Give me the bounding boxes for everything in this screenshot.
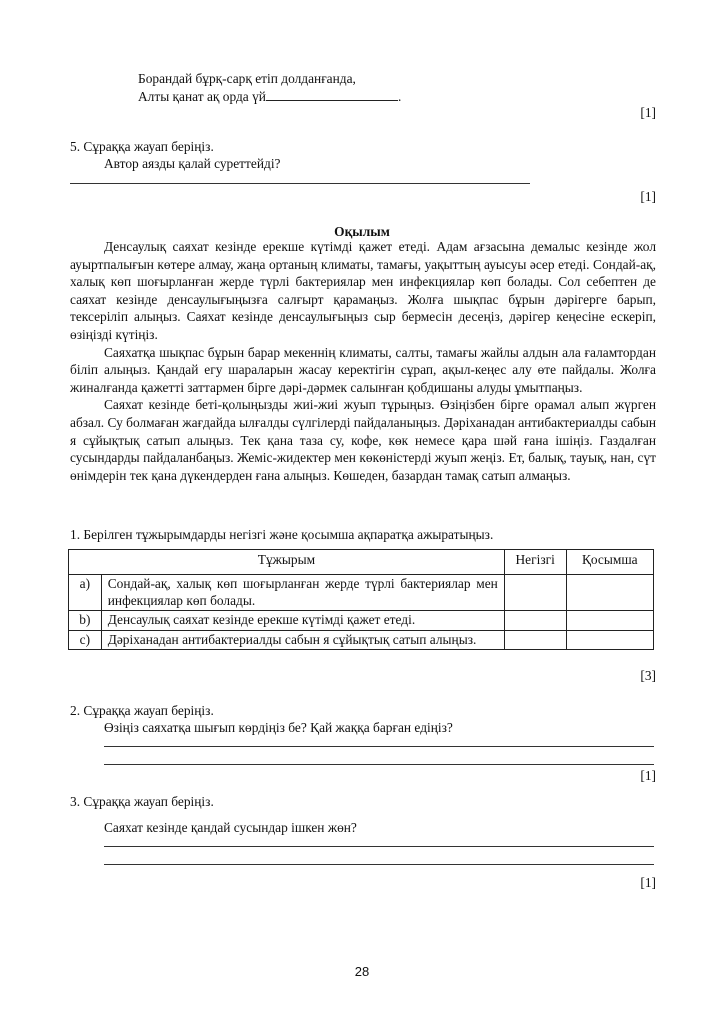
poem-line-2-end: . <box>397 89 402 104</box>
task1-mark: [3] <box>640 668 656 683</box>
q5-question: Автор аязды қалай суреттейді? <box>104 156 281 171</box>
classification-table <box>68 549 654 650</box>
reading-paragraph-3: Саяхат кезінде беті-қолыңызды жиі-жиі жуып тұрыңыз. Өзіңізбен бірге орамал алып жүрген абзал. Су болмаған жағдайда ылғалды сүлгілерді пайдаланыңыз. Дәріханадан антибактериалды сабын я сұйықтық сатып алыңыз. Тек қана таза су, кофе, көк немесе қара шәй ғана ішіңіз. Газдалған сусындарды пайдаланбаңыз. Жеміс-жидектер мен көкөністерді жуып жеңіз. Ет, балық, тауық, нан, сүт өнімдерін тек қана дүкендерден ғана алыңыз. Көшеден, базардан тамақ сатып алмаңыз. <box>70 397 656 483</box>
row-statement: Дәріханадан антибактериалды сабын я сұйықтық сатып алыңыз. <box>101 630 504 650</box>
main-answer-cell[interactable] <box>504 630 566 650</box>
task2-question: Өзіңіз саяхатқа шығып көрдіңіз бе? Қай жаққа барған едіңіз? <box>104 720 453 735</box>
task2-answer-line-1[interactable] <box>104 746 654 747</box>
header-main: Негізгі <box>504 550 566 575</box>
task3-answer-line-2[interactable] <box>104 864 654 865</box>
reading-title: Оқылым <box>334 224 390 239</box>
table-row <box>69 630 654 650</box>
additional-answer-cell[interactable] <box>566 611 653 631</box>
header-statement: Тұжырым <box>69 550 505 575</box>
task1-label: 1. Берілген тұжырымдарды негізгі және қосымша ақпаратқа ажыратыңыз. <box>70 527 494 542</box>
task3-question: Саяхат кезінде қандай сусындар ішкен жөн? <box>104 820 357 835</box>
page-number: 28 <box>354 964 370 979</box>
poem-line-1: Борандай бұрқ-сарқ етіп долданғанда, <box>138 71 356 86</box>
additional-answer-cell[interactable] <box>566 575 653 611</box>
task2-answer-line-2[interactable] <box>104 764 654 765</box>
additional-answer-cell[interactable] <box>566 630 653 650</box>
table-row <box>69 575 654 611</box>
task3-label: 3. Сұраққа жауап беріңіз. <box>70 794 214 809</box>
main-answer-cell[interactable] <box>504 575 566 611</box>
table-row <box>69 611 654 631</box>
task2-label: 2. Сұраққа жауап беріңіз. <box>70 703 214 718</box>
task2-mark: [1] <box>640 768 656 783</box>
main-answer-cell[interactable] <box>504 611 566 631</box>
poem-line-2-text: Алты қанат ақ орда үй <box>138 89 266 104</box>
reading-paragraph-2: Саяхатқа шықпас бұрын барар мекеннің климаты, салты, тамағы жайлы алдын ала ғаламтордан біліп алыңыз. Қандай егу шараларын жасау керектігін сұрап, ақыл-кеңес алу өте пайдалы. Жолға жиналғанда қажетті заттармен бірге дәрі-дәрмек салынған қобдишаны алуды ұмытпаңыз. <box>70 344 656 395</box>
row-statement: Денсаулық саяхат кезінде ерекше күтімді қажет етеді. <box>101 611 504 631</box>
row-letter: b) <box>69 611 102 631</box>
q5-mark: [1] <box>640 189 656 204</box>
poem-fill-blank[interactable] <box>266 88 398 101</box>
row-letter: c) <box>69 630 102 650</box>
poem-line-2 <box>138 88 401 105</box>
table-header-row <box>69 550 654 575</box>
reading-paragraph-1: Денсаулық саяхат кезінде ерекше күтімді қажет етеді. Адам ағзасына демалыс кезінде жол ауыртпалығын көтере алмау, жаңа ортаның климаты, тамағы, уақыттың ауысуы әсер етеді. Сондай-ақ, халық көп шоғырланған жерде түрлі бактериялар мен инфекциялар көп болады. Сол себептен де саяхат кезінде денсаулығыңызға салғырт қарамаңыз. Жолға шықпас бұрын дәрігерге барып, тексеріліп алыңыз. Саяхат кезінде денсаулығыңыз сыр бермесін десеңіз, дәрігер кеңесіне ескеріп, өзіңізді күтіңіз. <box>70 239 656 342</box>
task3-answer-line-1[interactable] <box>104 846 654 847</box>
poem-mark: [1] <box>640 105 656 120</box>
task3-mark: [1] <box>640 875 656 890</box>
reading-text <box>70 238 656 484</box>
q5-answer-line[interactable] <box>70 183 530 184</box>
row-statement: Сондай-ақ, халық көп шоғырланған жерде түрлі бактериялар мен инфекциялар көп болады. <box>101 575 504 611</box>
row-letter: a) <box>69 575 102 611</box>
header-additional: Қосымша <box>566 550 653 575</box>
q5-label: 5. Сұраққа жауап беріңіз. <box>70 139 214 154</box>
